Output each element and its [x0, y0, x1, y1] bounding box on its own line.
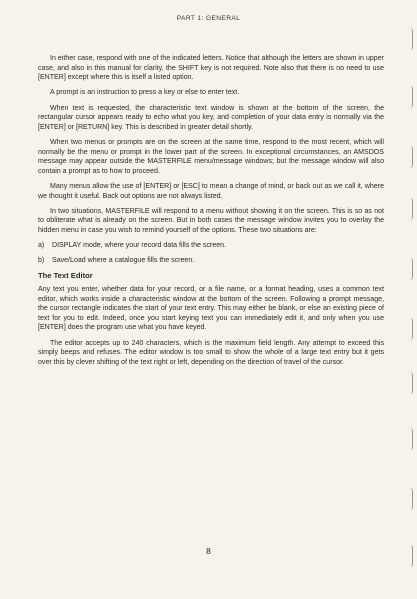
list-item-label: b): [38, 257, 45, 265]
list-item-text: Save/Load where a catalogue fills the screen.: [52, 257, 195, 265]
list-item: [38, 256, 384, 266]
paragraph-prompt: A prompt is an instruction to press a key or else to enter text.: [50, 89, 240, 97]
page-number: 8: [206, 546, 211, 556]
paragraph-back-out: Many menus allow the use of [ENTER] or [ESC] to mean a change of mind, or back out as we call it, where we thought it useful. Back out options are not always listed.: [38, 182, 384, 200]
binder-edge-mark: [410, 318, 413, 340]
binder-edge-mark: [410, 488, 413, 510]
list-item-text: DISPLAY mode, where your record data fills the screen.: [52, 242, 227, 250]
binder-edge-mark: [410, 146, 413, 168]
binder-edge-mark: [410, 258, 413, 280]
page-content: [38, 54, 384, 373]
page-header: PART 1: GENERAL: [176, 15, 241, 22]
binder-edge-mark: [410, 372, 413, 394]
list-item-label: a): [38, 242, 45, 250]
list-item: [38, 241, 384, 251]
paragraph-editor-limit: The editor accepts up to 240 characters, which is the maximum field length. Any attempt to exceed this simply beeps and refuses. The editor window is too small to show the whole of a large text entry but it gets over this by clever shifting of the text right or left, depending on the direction of travel of the cursor.: [38, 339, 384, 366]
paragraph-text-request: When text is requested, the characteristic text window is shown at the bottom of the screen, the rectangular cursor appears ready to echo what you key, and completion of your data entry is normally via the [ENTER] or [RETURN] key. This is described in greater detail shortly.: [38, 104, 384, 131]
section-heading: The Text Editor: [38, 271, 93, 281]
paragraph-two-situations: In two situations, MASTERFILE will respond to a menu without showing it on the screen. This is so as not to obliterate what is already on the screen. But in both cases the message window invites you to overlay the hidden menu in case you wish to remind yourself of the options. These two situations are:: [38, 207, 384, 234]
paragraph-editor-intro: Any text you enter, whether data for your record, or a file name, or a format heading, uses a common text editor, which works inside a characteristic window at the bottom of the screen. Following a prompt message, the cursor rectangle indicates the start of your text entry. This may either be blank, or else an existing piece of text for you to edit. Indeed, once you start keying text you can immediately edit it, and only when you use [ENTER] does the program use what you have keyed.: [38, 286, 384, 332]
binder-edge-mark: [410, 545, 413, 567]
paragraph-respond: In either case, respond with one of the indicated letters. Notice that although the letters are shown in upper case, and also in this manual for clarity, the SHIFT key is not required. Note also that there is no need to use [ENTER] except where this is itself a listed option.: [38, 55, 384, 82]
binder-edge-mark: [410, 86, 413, 108]
paragraph-two-menus: When two menus or prompts are on the screen at the same time, respond to the most recent, which will normally be the menu or prompt in the lower part of the screen. In exceptional circumstances, an AMSDOS message may appear outside the MASTERFILE menu/message windows; but the message window will also contain a prompt as to how to proceed.: [38, 138, 384, 175]
binder-edge-mark: [410, 428, 413, 450]
binder-edge-mark: [410, 198, 413, 220]
binder-edge-mark: [410, 28, 413, 50]
